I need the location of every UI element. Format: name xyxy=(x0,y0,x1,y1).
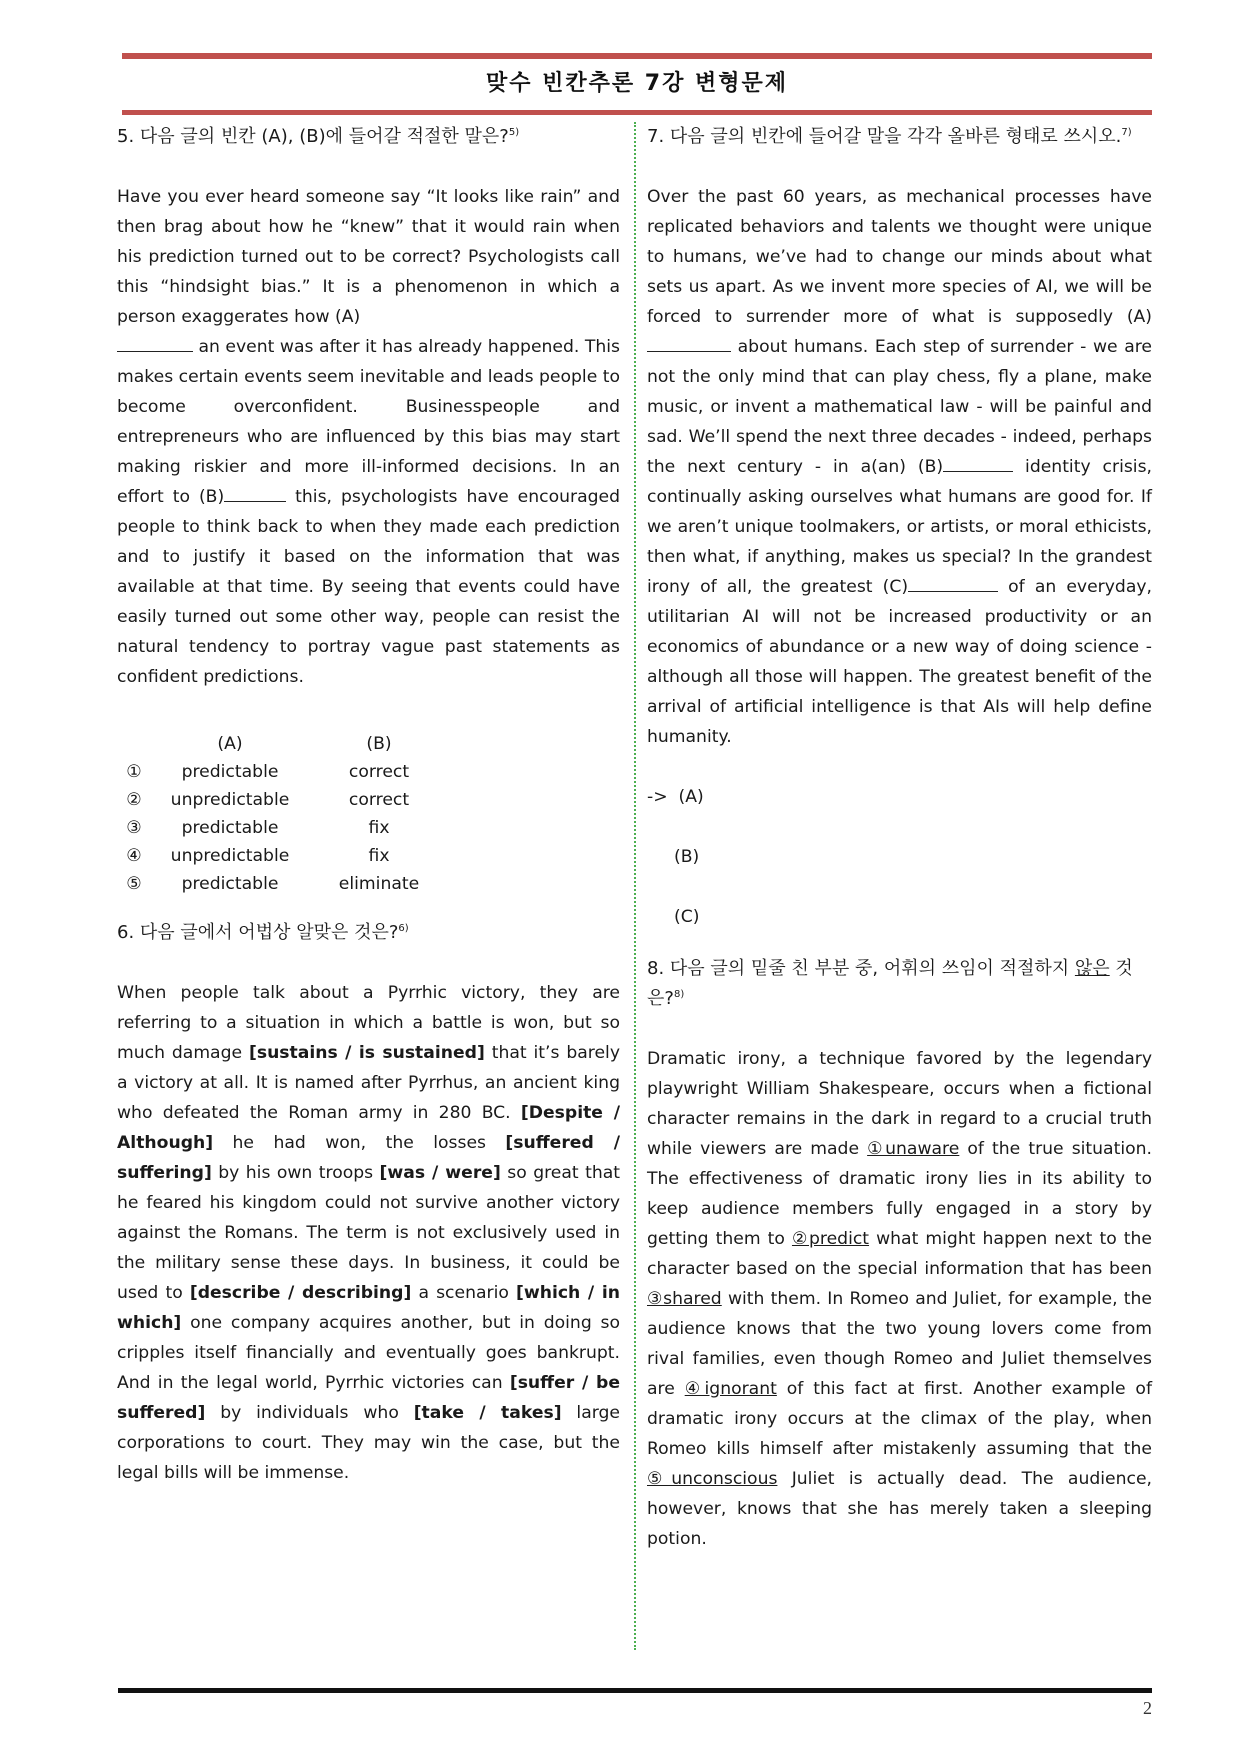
choice-mark: ⑤ xyxy=(126,874,142,894)
page-title: 맞수 빈칸추론 7강 변형문제 xyxy=(485,71,789,96)
question-7-text: 다음 글의 빈칸에 들어갈 말을 각각 올바른 형태로 쓰시오. xyxy=(669,126,1122,147)
grammar-option[interactable]: [take / takes] xyxy=(413,1403,562,1423)
underlined-option[interactable]: ⑤unconscious xyxy=(647,1469,778,1489)
question-8-passage: Dramatic irony, a technique favored by the legendary playwright William Shakespeare, occurs when a fictional character remains in the dark in regard to a crucial truth while viewers are made ①unaware of the true situation. The effectiveness of dramatic irony lies in its ability to keep audience members fully engaged in a story by getting them to ②predict what might happen next to the character based on the special information that has been ③shared with them. In Romeo and Juliet, for example, the audience knows that the two young lovers come from rival families, even though Romeo and Juliet themselves are ④ignorant of this fact at first. Another example of dramatic irony occurs at the climax of the play, when Romeo kills himself after mistakenly assuming that the ⑤unconscious Juliet is actually dead. The audience, however, knows that she has merely taken a sleeping potion. xyxy=(647,1049,1153,1549)
left-column xyxy=(117,122,620,1488)
question-8-prompt: 8. 다음 글의 밑줄 친 부분 중, 어휘의 쓰임이 적절하지 않은 것은?$^{8)}$ xyxy=(647,958,1133,1009)
question-6-number: 6. xyxy=(117,922,135,943)
footnote-ref: 5) xyxy=(508,127,520,138)
footer-rule xyxy=(118,1688,1152,1693)
choice-row[interactable]: ① predictable correct xyxy=(117,758,449,786)
question-5-choices xyxy=(117,730,449,898)
grammar-option[interactable]: [Despite / Although] xyxy=(117,1103,620,1153)
question-6 xyxy=(117,918,620,1488)
question-7-prompt xyxy=(647,122,1152,152)
blank-c xyxy=(908,573,998,592)
choice-mark: ② xyxy=(126,790,142,810)
question-6-text: 다음 글에서 어법상 알맞은 것은? xyxy=(139,922,399,943)
grammar-option[interactable]: [describe / describing] xyxy=(189,1283,412,1303)
question-5-passage: Have you ever heard someone say “It looks like rain” and then brag about how he “knew” that it would rain when his prediction turned out to be correct? Psychologists call this “hindsight bias.” It is a phenomenon in which a person exaggerates how (A) an event was after it has already happened. This makes certain events seem inevitable and leads people to become overconfident. Businesspeople and entrepreneurs who are influenced by this bias may start making riskier and more ill-informed decisions. In an effort to (B) this, psychologists have encouraged people to think back to when they made each prediction and to justify it based on the information that was available at that time. By seeing that events could have easily turned out some other way, people can resist the natural tendency to portray vague past statements as confident predictions. xyxy=(117,187,620,687)
blank-b xyxy=(943,453,1013,472)
underlined-option[interactable]: ①unaware xyxy=(867,1139,960,1159)
blank-a xyxy=(647,333,731,352)
blank-b xyxy=(224,483,286,502)
footnote-ref: 6) xyxy=(398,923,409,934)
choice-row[interactable]: ② unpredictable correct xyxy=(117,786,449,814)
choice-row[interactable]: ③ predictable fix xyxy=(117,814,449,842)
answer-line-a[interactable]: -> (A) xyxy=(647,787,704,807)
grammar-option[interactable]: [suffered / suffering] xyxy=(117,1133,620,1183)
question-8 xyxy=(647,954,1152,1554)
question-5-prompt xyxy=(117,122,620,152)
answer-line-c[interactable]: (C) xyxy=(674,907,700,927)
choice-mark: ③ xyxy=(126,818,142,838)
grammar-option[interactable]: [suffer / be suffered] xyxy=(117,1373,620,1423)
header-top-rule xyxy=(122,53,1152,59)
question-7-number: 7. xyxy=(647,126,665,147)
choice-mark: ① xyxy=(126,762,142,782)
grammar-option[interactable]: [was / were] xyxy=(379,1163,501,1183)
choice-row[interactable]: ④ unpredictable fix xyxy=(117,842,449,870)
question-5 xyxy=(117,122,620,898)
underlined-option[interactable]: ④ignorant xyxy=(684,1379,777,1399)
page-number: 2 xyxy=(1143,1698,1152,1718)
question-6-prompt xyxy=(117,918,620,948)
question-7-passage: Over the past 60 years, as mechanical processes have replicated behaviors and talents we thought were unique to humans, we’ve had to change our minds about what sets us apart. As we invent more species of AI, we will be forced to surrender more of what is supposedly (A) about humans. Each step of surrender - we are not the only mind that can play chess, fly a plane, make music, or invent a mathematical law - will be painful and sad. We’ll spend the next three decades - indeed, perhaps the next century - in a(an) (B) identity crisis, continually asking ourselves what humans are good for. If we aren’t unique toolmakers, or artists, or moral ethicists, then what, if anything, makes us special? In the grandest irony of all, the greatest (C) of an everyday, utilitarian AI will not be increased productivity or an economics of abundance or a new way of doing science - although all those will happen. The greatest benefit of the arrival of artificial intelligence is that AIs will help define humanity. xyxy=(647,187,1152,747)
underlined-option[interactable]: ③shared xyxy=(647,1289,722,1309)
choice-row[interactable]: ⑤ predictable eliminate xyxy=(117,870,449,898)
grammar-option[interactable]: [which / in which] xyxy=(117,1283,620,1333)
blank-a xyxy=(117,333,193,352)
underlined-word: 않은 xyxy=(1074,958,1110,979)
question-7 xyxy=(647,122,1152,932)
question-8-number: 8. xyxy=(647,958,665,979)
footnote-ref: 7) xyxy=(1121,127,1132,138)
answer-line-b[interactable]: (B) xyxy=(674,847,700,867)
underlined-option[interactable]: ②predict xyxy=(791,1229,870,1249)
header-bottom-rule xyxy=(122,110,1152,115)
question-5-number: 5. xyxy=(117,126,135,147)
column-divider xyxy=(634,122,636,1650)
choices-header-row: (A) (B) xyxy=(217,734,392,754)
choice-mark: ④ xyxy=(126,846,142,866)
question-5-text: 다음 글의 빈칸 (A), (B)에 들어갈 적절한 말은? xyxy=(139,126,509,147)
grammar-option[interactable]: [sustains / is sustained] xyxy=(248,1043,485,1063)
footnote-ref: 8) xyxy=(673,989,685,1000)
right-column xyxy=(647,122,1152,1554)
question-6-passage: When people talk about a Pyrrhic victory, they are referring to a situation in which a battle is won, but so much damage [sustains / is sustained] that it’s barely a victory at all. It is named after Pyrrhus, an ancient king who defeated the Roman army in 280 BC. [Despite / Although] he had won, the losses [suffered / suffering] by his own troops [was / were] so great that he feared his kingdom could not survive another victory against the Romans. The term is not exclusively used in the military sense these days. In business, it could be used to [describe / describing] a scenario [which / in which] one company acquires another, but in doing so cripples itself financially and eventually goes bankrupt. And in the legal world, Pyrrhic victories can [suffer / be suffered] by individuals who [take / takes] large corporations to court. They may win the case, but the legal bills will be immense. xyxy=(117,983,621,1483)
